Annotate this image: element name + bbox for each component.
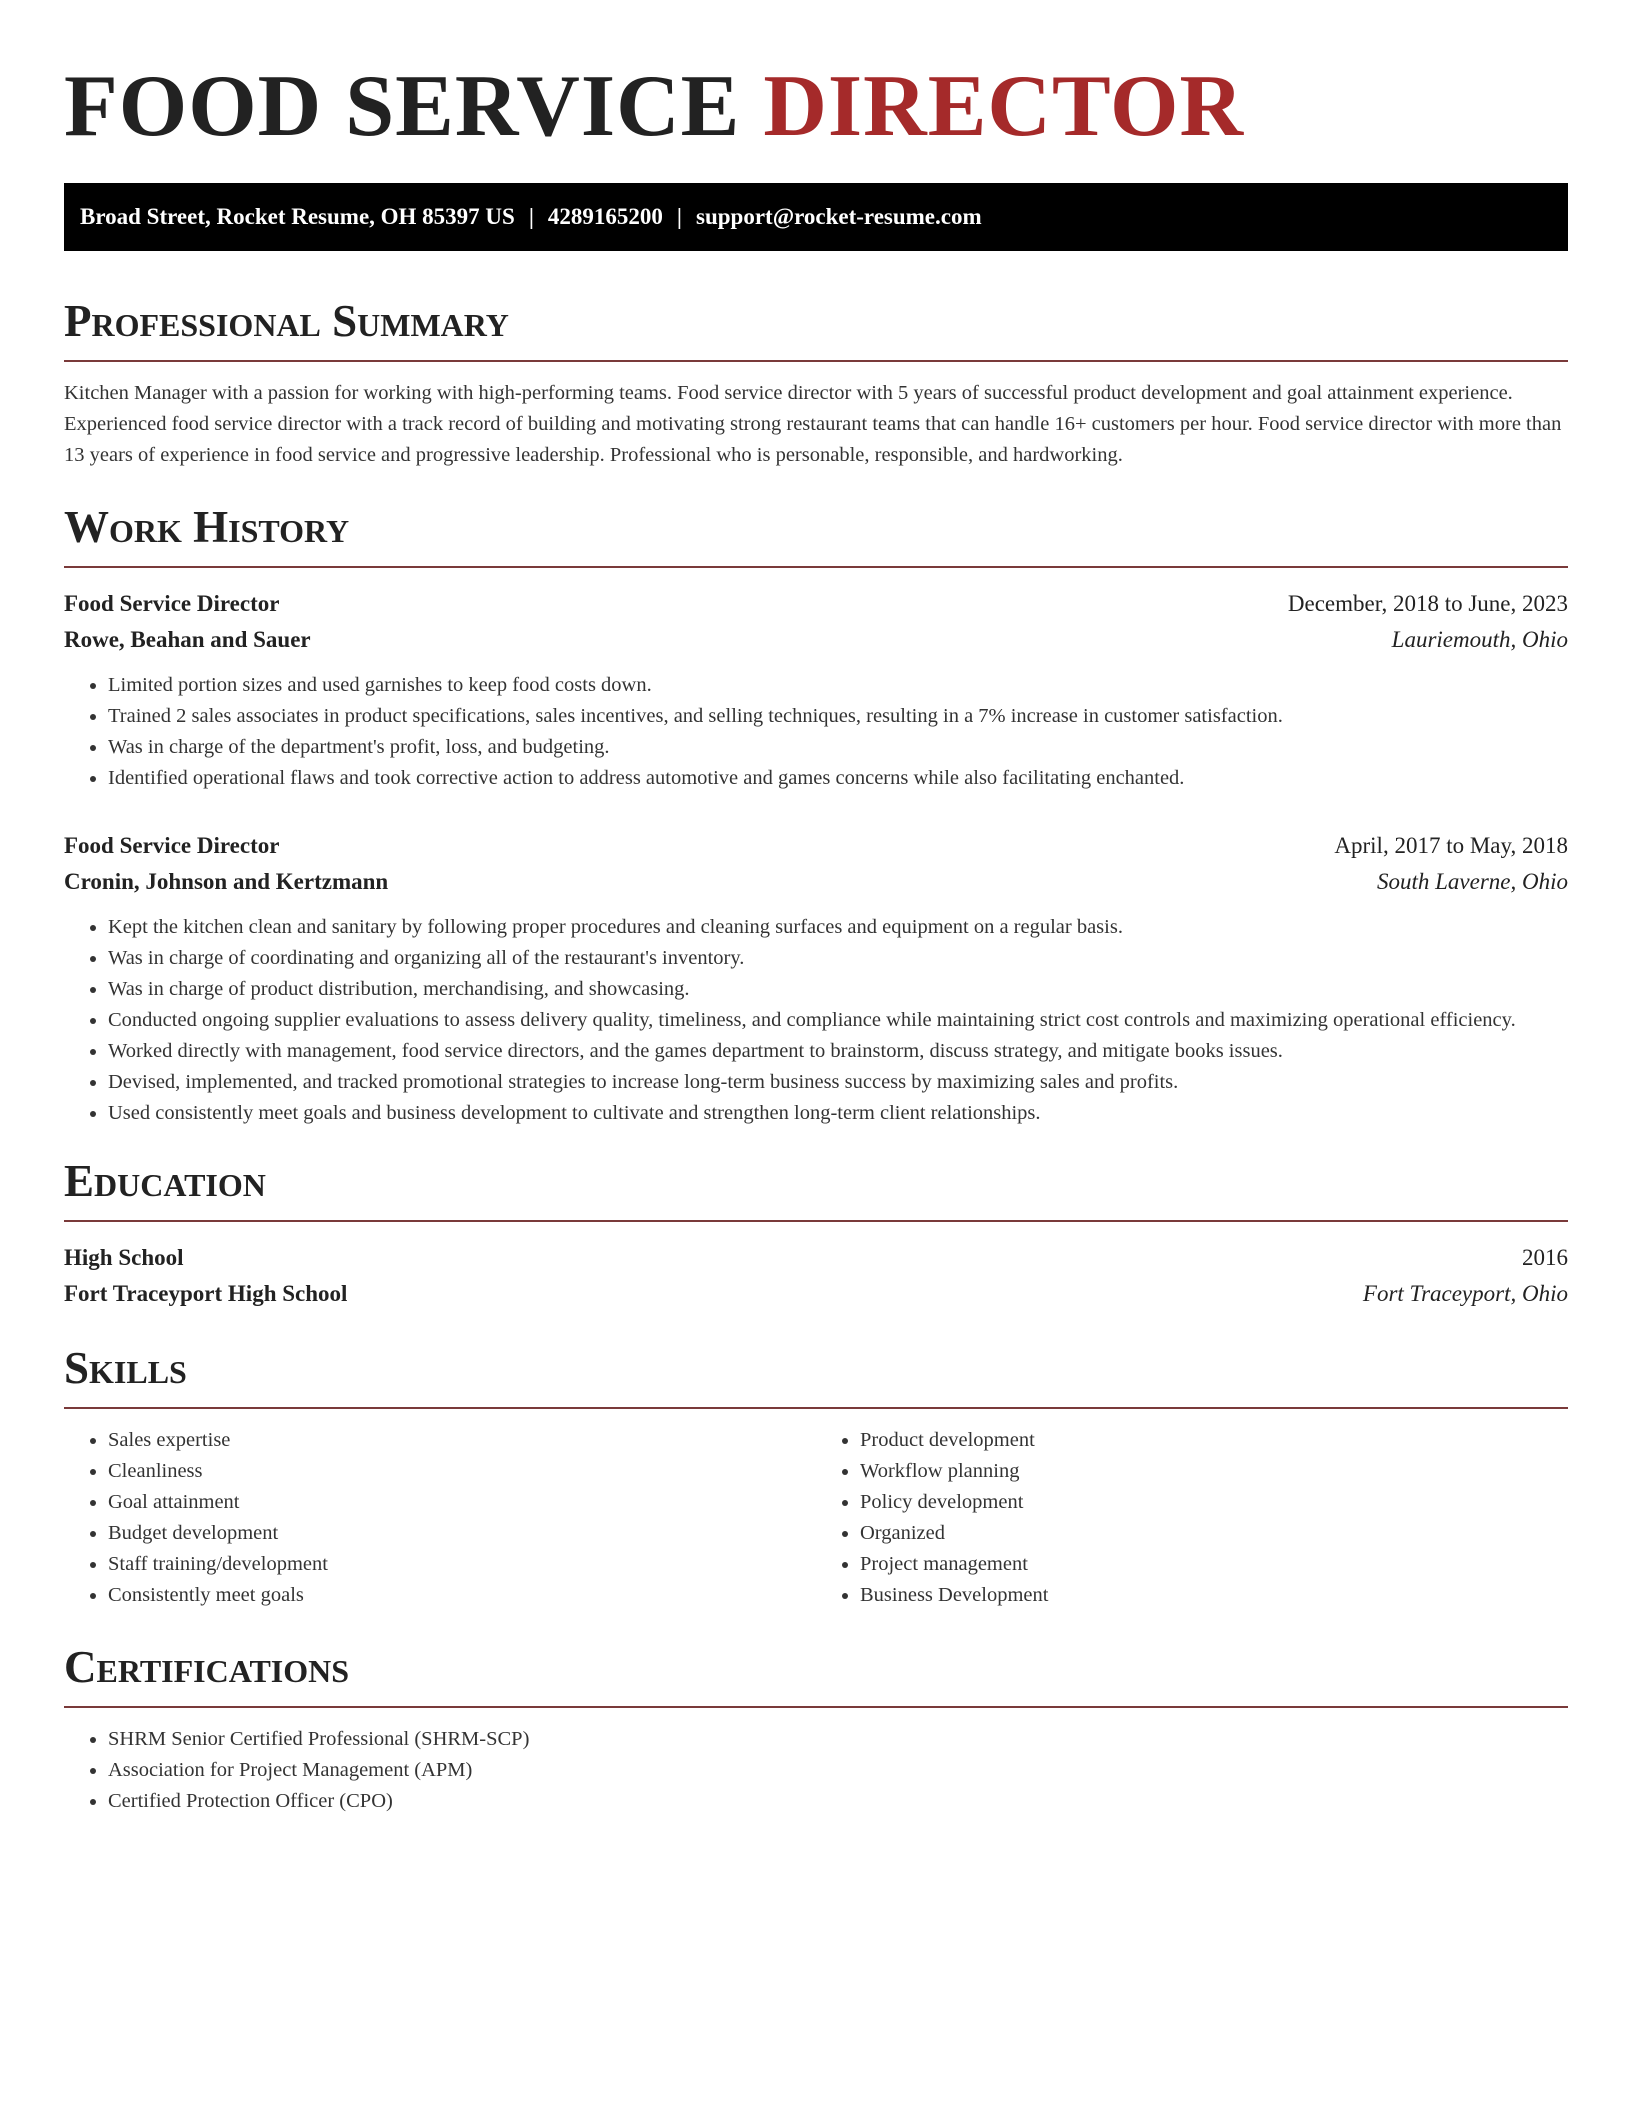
work-history-section: [64, 502, 1568, 1129]
skills-grid: [64, 1425, 1568, 1611]
list-item: • Staff training/development: [108, 1549, 816, 1580]
summary-heading: Professional Summary: [64, 299, 1568, 362]
certifications-heading: Certifications: [64, 1645, 1568, 1708]
education-year: 2016: [1522, 1245, 1568, 1271]
contact-separator: |: [528, 204, 534, 230]
skills-list-right: [816, 1425, 1568, 1611]
job-entry: [64, 828, 1568, 1129]
list-item: • Used consistently meet goals and business development to cultivate and strengthen long-term client relationships.: [108, 1098, 1568, 1129]
job-bullets: [64, 670, 1568, 794]
list-item: • Budget development: [108, 1518, 816, 1549]
summary-section: [64, 296, 1568, 471]
skills-list-left: [64, 1425, 816, 1611]
certifications-list: [64, 1724, 1568, 1817]
skills-heading: Skills: [64, 1346, 1568, 1409]
list-item: • Kept the kitchen clean and sanitary by following proper procedures and cleaning surfaces and equipment on a regular basis.: [108, 912, 1568, 943]
list-item: • Limited portion sizes and used garnishes to keep food costs down.: [108, 670, 1568, 701]
title-main: FOOD SERVICE: [64, 58, 764, 155]
education-degree: High School: [64, 1245, 184, 1271]
contact-bar: [64, 183, 1568, 251]
job-location: Lauriemouth, Ohio: [1391, 627, 1568, 653]
job-dates: December, 2018 to June, 2023: [1287, 591, 1568, 617]
resume-title: [64, 0, 1568, 157]
education-school: Fort Traceyport High School: [64, 1281, 348, 1307]
list-item: • Consistently meet goals: [108, 1580, 816, 1611]
education-location: Fort Traceyport, Ohio: [1362, 1281, 1568, 1307]
education-heading: Education: [64, 1159, 1568, 1222]
list-item: • Worked directly with management, food service directors, and the games department to brainstorm, discuss strategy, and mitigate books issues.: [108, 1036, 1568, 1067]
job-company: Rowe, Beahan and Sauer: [64, 627, 311, 653]
list-item: • Certified Protection Officer (CPO): [108, 1786, 1568, 1817]
work-history-heading: Work History: [64, 505, 1568, 568]
education-entry: [64, 1240, 1568, 1312]
title-accent: DIRECTOR: [763, 58, 1245, 155]
contact-address: Broad Street, Rocket Resume, OH 85397 US: [80, 204, 515, 230]
list-item: • Was in charge of the department's profit, loss, and budgeting.: [108, 732, 1568, 763]
list-item: • Identified operational flaws and took corrective action to address automotive and games concerns while also facilitating enchanted.: [108, 763, 1568, 794]
list-item: • Was in charge of product distribution, merchandising, and showcasing.: [108, 974, 1568, 1005]
list-item: • Cleanliness: [108, 1456, 816, 1487]
list-item: • Trained 2 sales associates in product specifications, sales incentives, and selling techniques, resulting in a 7% increase in customer satisfaction.: [108, 701, 1568, 732]
certifications-section: [64, 1642, 1568, 1817]
list-item: • Project management: [860, 1549, 1568, 1580]
skills-section: [64, 1343, 1568, 1611]
list-item: • Devised, implemented, and tracked promotional strategies to increase long-term business success by maximizing sales and profits.: [108, 1067, 1568, 1098]
list-item: • Conducted ongoing supplier evaluations to assess delivery quality, timeliness, and compliance while maintaining strict cost controls and maximizing operational efficiency.: [108, 1005, 1568, 1036]
list-item: • Goal attainment: [108, 1487, 816, 1518]
list-item: • SHRM Senior Certified Professional (SHRM-SCP): [108, 1724, 1568, 1755]
list-item: • Organized: [860, 1518, 1568, 1549]
summary-text: Kitchen Manager with a passion for working with high-performing teams. Food service director with 5 years of successful product development and goal attainment experience. Experienced food service director with a track record of building and motivating strong restaurant teams that can handle 16+ customers per hour. Food service director with more than 13 years of experience in food service and progressive leadership. Professional who is personable, responsible, and hardworking.: [64, 382, 1562, 467]
list-item: • Policy development: [860, 1487, 1568, 1518]
job-dates: April, 2017 to May, 2018: [1334, 833, 1568, 859]
contact-phone: 4289165200: [547, 204, 663, 230]
list-item: • Workflow planning: [860, 1456, 1568, 1487]
job-entry: [64, 586, 1568, 794]
job-company: Cronin, Johnson and Kertzmann: [64, 869, 389, 895]
job-title: Food Service Director: [64, 591, 280, 617]
contact-email[interactable]: support@rocket-resume.com: [696, 204, 982, 230]
list-item: • Sales expertise: [108, 1425, 816, 1456]
list-item: • Product development: [860, 1425, 1568, 1456]
education-section: [64, 1156, 1568, 1312]
list-item: • Was in charge of coordinating and organizing all of the restaurant's inventory.: [108, 943, 1568, 974]
list-item: • Business Development: [860, 1580, 1568, 1611]
contact-separator: |: [676, 204, 682, 230]
job-location: South Laverne, Ohio: [1376, 869, 1568, 895]
job-title: Food Service Director: [64, 833, 280, 859]
list-item: • Association for Project Management (APM): [108, 1755, 1568, 1786]
job-bullets: [64, 912, 1568, 1129]
